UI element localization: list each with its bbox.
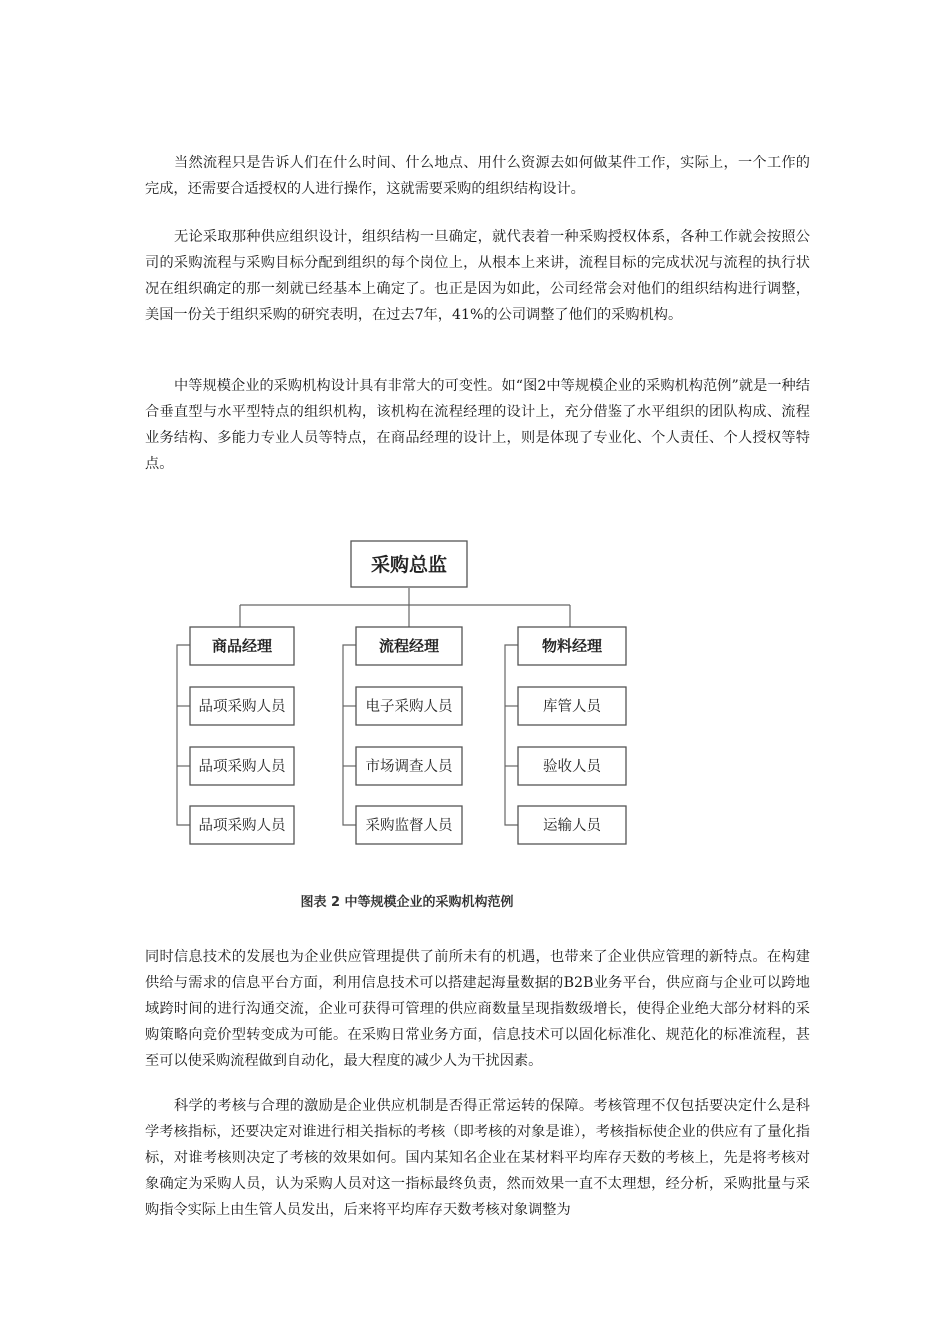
paragraph-4: 同时信息技术的发展也为企业供应管理提供了前所未有的机遇，也带来了企业供应管理的新特点。在构建供给与需求的信息平台方面，利用信息技术可以搭建起海量数据的B2B业务平台，供应商与企业可以跨地域跨时间的进行沟通交流，企业可获得可管理的供应商数量呈现指数级增长，使得企业绝大部分材料的采购策略向竞价型转变成为可能。在采购日常业务方面，信息技术可以固化标准化、规范化的标准流程，甚至可以使采购流程做到自动化，最大程度的减少人为干扰因素。 <box>145 949 810 1069</box>
label-manager-1: 商品经理 <box>211 637 273 655</box>
label-staff-2-2: 市场调查人员 <box>365 759 453 775</box>
figure-caption: 图表 2 中等规模企业的采购机构范例 <box>300 895 514 910</box>
bracket-1 <box>177 645 190 825</box>
label-staff-2-1: 电子采购人员 <box>365 699 453 715</box>
label-staff-1-2: 品项采购人员 <box>198 759 286 775</box>
label-staff-3-3: 运输人员 <box>543 818 601 834</box>
paragraph-1: 当然流程只是告诉人们在什么时间、什么地点、用什么资源去如何做某件工作，实际上，一个工作的完成，还需要合适授权的人进行操作，这就需要采购的组织结构设计。 <box>145 155 810 197</box>
bracket-2 <box>343 645 356 825</box>
label-manager-3: 物料经理 <box>541 637 603 655</box>
label-staff-3-2: 验收人员 <box>543 759 601 775</box>
bracket-3 <box>505 645 518 825</box>
label-staff-1-3: 品项采购人员 <box>198 818 286 834</box>
paragraph-5: 科学的考核与合理的激励是企业供应机制是否得正常运转的保障。考核管理不仅包括要决定什么是科学考核指标，还要决定对谁进行相关指标的考核（即考核的对象是谁），考核指标使企业的供应有了量化指标，对谁考核则决定了考核的效果如何。国内某知名企业在某材料平均库存天数的考核上，先是将考核对象确定为采购人员，认为采购人员对这一指标最终负责，然而效果一直不太理想，经分析，采购批量与采购指令实际上由生管人员发出，后来将平均库存天数考核对象调整为 <box>145 1098 810 1218</box>
paragraph-2: 无论采取那种供应组织设计，组织结构一旦确定，就代表着一种采购授权体系，各种工作就会按照公司的采购流程与采购目标分配到组织的每个岗位上，从根本上来讲，流程目标的完成状况与流程的执行状况在组织确定的那一刻就已经基本上确定了。也正是因为如此，公司经常会对他们的组织结构进行调整，美国一份关于组织采购的研究表明，在过去7年，41%的公司调整了他们的采购机构。 <box>145 229 810 323</box>
label-staff-3-1: 库管人员 <box>543 699 601 715</box>
label-staff-1-1: 品项采购人员 <box>198 699 286 715</box>
label-staff-2-3: 采购监督人员 <box>365 818 453 834</box>
label-manager-2: 流程经理 <box>378 637 440 655</box>
paragraph-3: 中等规模企业的采购机构设计具有非常大的可变性。如“图2中等规模企业的采购机构范例”就是一种结合垂直型与水平型特点的组织机构，该机构在流程经理的设计上，充分借鉴了水平组织的团队构成、流程业务结构、多能力专业人员等特点，在商品经理的设计上，则是体现了专业化、个人责任、个人授权等特点。 <box>145 378 810 472</box>
label-director: 采购总监 <box>370 554 448 576</box>
